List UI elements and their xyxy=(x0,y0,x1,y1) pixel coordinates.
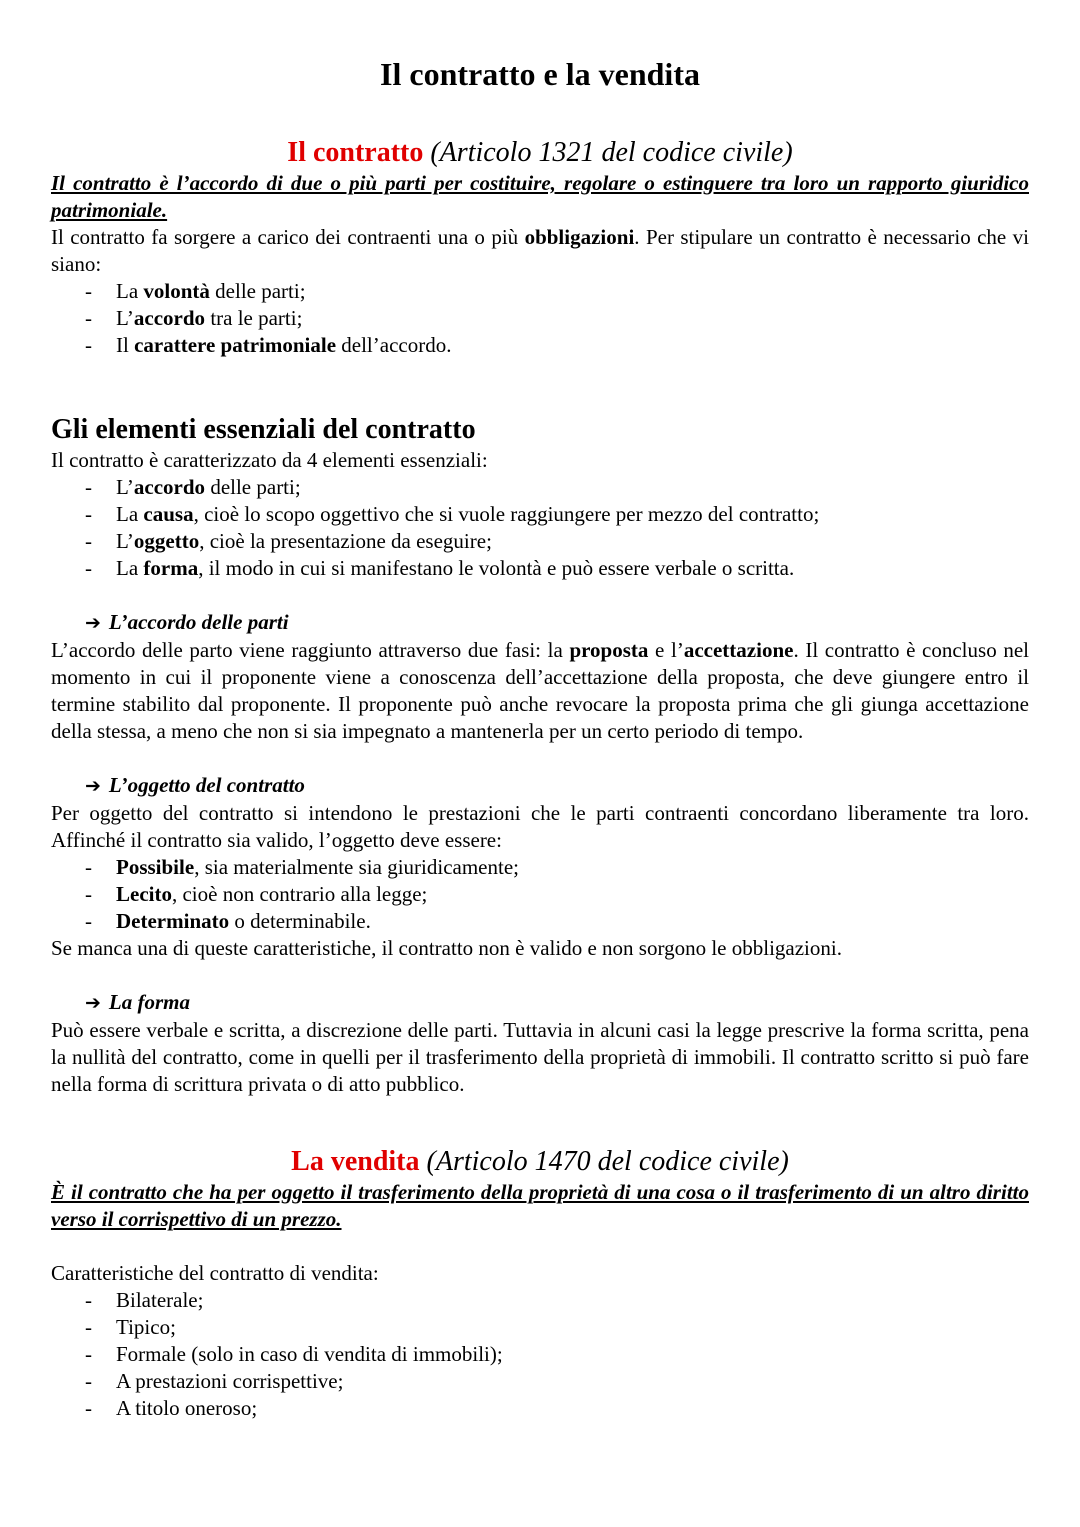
list-item: - A titolo oneroso; xyxy=(85,1396,258,1420)
definition-contratto: Il contratto è l’accordo di due o più parti per costituire, regolare o estinguere tra loro un rapporto giuridico patrimoniale. xyxy=(51,171,1029,222)
list-item: - Lecito, cioè non contrario alla legge; xyxy=(85,882,428,906)
heading-ref-contratto: (Articolo 1321 del codice civile) xyxy=(430,137,793,168)
dash: - xyxy=(85,855,92,879)
subheading-text: L’accordo delle parti xyxy=(108,610,289,634)
list-item: - Il carattere patrimoniale dell’accordo. xyxy=(85,333,452,357)
heading-red-contratto: Il contratto xyxy=(287,137,424,168)
dash: - xyxy=(85,502,92,526)
arrow-right-icon: ➔ xyxy=(85,992,101,1014)
dash: - xyxy=(85,1342,92,1366)
paragraph-accordo: L’accordo delle parto viene raggiunto attraverso due fasi: la proposta e l’accettazione. Il contratto è concluso nel momento in cui il proponente viene a conoscenza dell’accettazione della proposta, che deve giungere entro il termine stabilito dal proponente. Il proponente può anche revocare la proposta prima che gli giunga accettazione della stessa, a meno che non si sia impegnato a mantenerla per un certo periodo di tempo. xyxy=(51,638,1029,743)
heading-red-vendita: La vendita xyxy=(291,1146,420,1177)
dash: - xyxy=(85,475,92,499)
list-item: - La forma, il modo in cui si manifestano le volontà e può essere verbale o scritta. xyxy=(85,556,795,580)
arrow-right-icon: ➔ xyxy=(85,775,101,797)
dash: - xyxy=(85,1288,92,1312)
list-item: - Possibile, sia materialmente sia giuridicamente; xyxy=(85,855,519,879)
dash: - xyxy=(85,529,92,553)
subheading-oggetto xyxy=(51,772,1029,800)
dash: - xyxy=(85,909,92,933)
dash: - xyxy=(85,556,92,580)
list-item: - L’accordo delle parti; xyxy=(85,475,301,499)
list-item: - Formale (solo in caso di vendita di immobili); xyxy=(85,1342,503,1366)
list-elementi xyxy=(51,474,1029,582)
definition-vendita: È il contratto che ha per oggetto il trasferimento della proprietà di una cosa o il trasferimento di un altro diritto verso il corrispettivo di un prezzo. xyxy=(51,1180,1029,1231)
subheading-text: La forma xyxy=(108,990,190,1014)
subheading-text: L’oggetto del contratto xyxy=(108,773,305,797)
list-oggetto xyxy=(51,854,1029,935)
section-heading-elementi: Gli elementi essenziali del contratto xyxy=(51,414,476,445)
paragraph-vendita-intro: Caratteristiche del contratto di vendita: xyxy=(51,1261,379,1285)
paragraph-oggetto-closing: Se manca una di queste caratteristiche, il contratto non è valido e non sorgono le obbligazioni. xyxy=(51,936,842,960)
list-item: - La volontà delle parti; xyxy=(85,279,306,303)
text-span: . Per stipulare un contratto è necessario che vi siano: xyxy=(51,225,1029,276)
dash: - xyxy=(85,333,92,357)
dash: - xyxy=(85,1396,92,1420)
dash: - xyxy=(85,1315,92,1339)
bold-span: obbligazioni xyxy=(524,225,635,249)
list-item: - L’accordo tra le parti; xyxy=(85,306,303,330)
paragraph-oggetto: Per oggetto del contratto si intendono le prestazioni che le parti contraenti concordano liberamente tra loro. Affinché il contratto sia valido, l’oggetto deve essere: xyxy=(51,801,1029,852)
dash: - xyxy=(85,1369,92,1393)
list-item: - La causa, cioè lo scopo oggettivo che si vuole raggiungere per mezzo del contratto; xyxy=(85,502,820,526)
list-item: - Tipico; xyxy=(85,1315,176,1339)
list-requisiti xyxy=(51,278,1029,359)
list-item: - A prestazioni corrispettive; xyxy=(85,1369,344,1393)
dash: - xyxy=(85,279,92,303)
list-item: - Bilaterale; xyxy=(85,1288,204,1312)
paragraph-forma: Può essere verbale e scritta, a discrezione delle parti. Tuttavia in alcuni casi la legge prescrive la forma scritta, pena la nullità del contratto, come in quelli per il trasferimento della proprietà di immobili. Il contratto scritto si può fare nella forma di scrittura privata o di atto pubblico. xyxy=(51,1018,1029,1096)
subheading-forma xyxy=(51,989,1029,1017)
subheading-accordo xyxy=(51,609,1029,637)
paragraph-obbligazioni xyxy=(51,224,1029,278)
dash: - xyxy=(85,882,92,906)
section-heading-vendita xyxy=(51,1145,1029,1179)
heading-ref-vendita: (Articolo 1470 del codice civile) xyxy=(426,1146,789,1177)
list-item: - Determinato o determinabile. xyxy=(85,909,371,933)
document-page xyxy=(51,52,1029,1422)
arrow-right-icon: ➔ xyxy=(85,612,101,634)
dash: - xyxy=(85,306,92,330)
paragraph-elementi-intro: Il contratto è caratterizzato da 4 elementi essenziali: xyxy=(51,448,488,472)
list-vendita xyxy=(51,1287,1029,1422)
text-span: Il contratto fa sorgere a carico dei contraenti una o più xyxy=(51,225,525,249)
section-heading-contratto xyxy=(51,136,1029,170)
list-item: - L’oggetto, cioè la presentazione da eseguire; xyxy=(85,529,492,553)
page-title: Il contratto e la vendita xyxy=(380,56,700,92)
